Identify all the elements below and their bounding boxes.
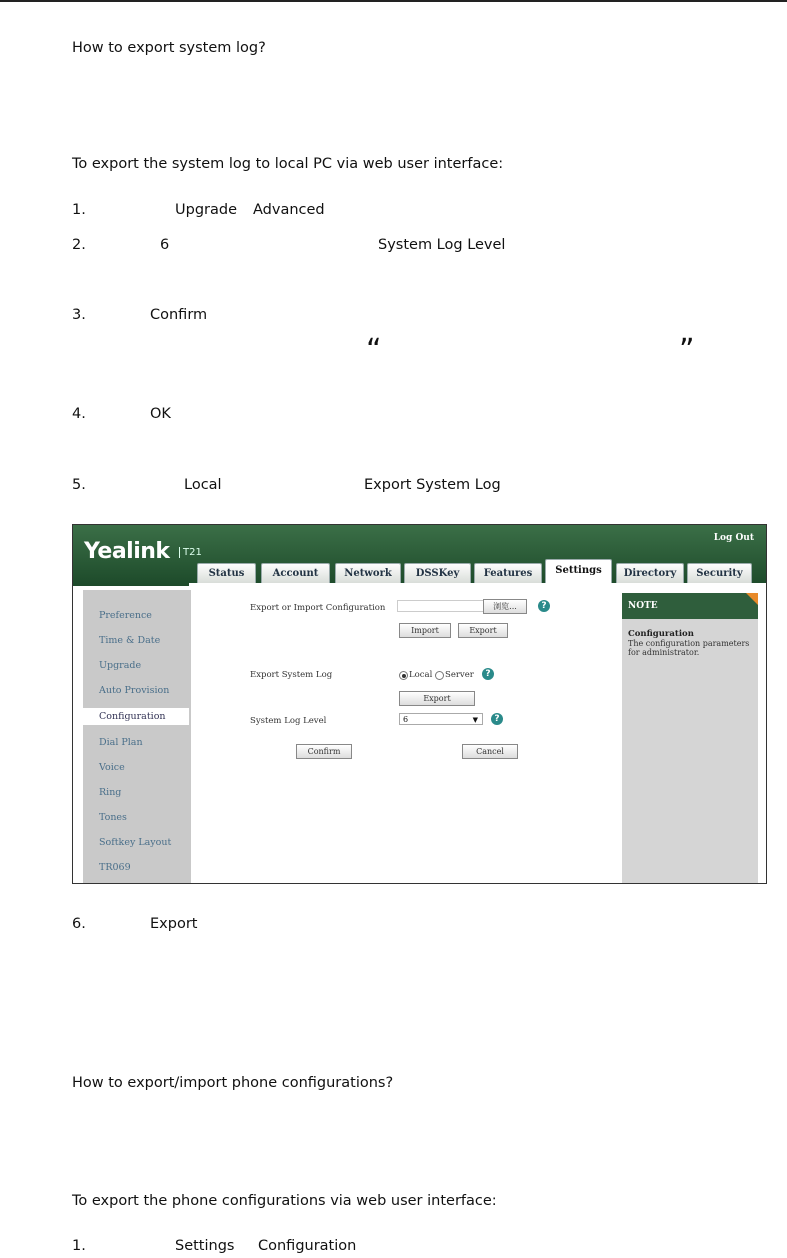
sidebar-item-ring[interactable]: Ring [99, 787, 122, 798]
step-6-export: Export [150, 916, 198, 932]
step-2-number: 2. [72, 237, 86, 253]
close-quote: ” [679, 333, 695, 368]
q2-step-1-number: 1. [72, 1238, 86, 1254]
web-ui-screenshot [72, 524, 767, 884]
step-2-system-log-level: System Log Level [378, 237, 506, 253]
q2-step-1-configuration: Configuration [258, 1238, 357, 1254]
page-top-rule [0, 0, 787, 2]
tab-dsskey[interactable]: DSSKey [404, 563, 471, 584]
system-log-level-label: System Log Level [250, 716, 327, 726]
step-6-number: 6. [72, 916, 86, 932]
export-log-button[interactable]: Export [399, 691, 475, 706]
confirm-button[interactable]: Confirm [296, 744, 352, 759]
export-import-label: Export or Import Configuration [250, 603, 386, 613]
radio-local-label: Local [409, 670, 433, 680]
help-icon[interactable]: ? [482, 668, 494, 680]
settings-sidebar [83, 590, 191, 883]
step-5-local: Local [184, 477, 222, 493]
log-level-value: 6 [403, 715, 409, 724]
model-label: T21 [179, 547, 202, 558]
help-icon[interactable]: ? [538, 600, 550, 612]
logout-link[interactable]: Log Out [713, 533, 754, 543]
step-3-number: 3. [72, 307, 86, 323]
question-2-intro: To export the phone configurations via web user interface: [72, 1193, 497, 1209]
sidebar-item-softkey-layout[interactable]: Softkey Layout [99, 837, 172, 848]
note-title: Configuration [628, 629, 694, 639]
question-2-title: How to export/import phone configurations? [72, 1075, 394, 1091]
sidebar-item-tr069[interactable]: TR069 [99, 862, 131, 873]
step-1-advanced: Advanced [253, 202, 325, 218]
step-4-ok: OK [150, 406, 171, 422]
tab-status[interactable]: Status [197, 563, 256, 584]
tab-account[interactable]: Account [261, 563, 330, 584]
tab-settings[interactable]: Settings [545, 559, 612, 585]
step-1-upgrade: Upgrade [175, 202, 237, 218]
sidebar-item-dial-plan[interactable]: Dial Plan [99, 737, 143, 748]
note-header: NOTE [622, 593, 758, 619]
q2-step-1-settings: Settings [175, 1238, 235, 1254]
cancel-button[interactable]: Cancel [462, 744, 518, 759]
note-corner-tab [746, 593, 758, 605]
help-icon[interactable]: ? [491, 713, 503, 725]
tab-network[interactable]: Network [335, 563, 401, 584]
radio-server-label: Server [445, 670, 474, 680]
note-panel [622, 593, 758, 883]
tab-directory[interactable]: Directory [616, 563, 684, 584]
step-2-level: 6 [160, 237, 170, 253]
yealink-logo: Yealink [84, 539, 170, 564]
browse-button[interactable]: 浏览... [483, 599, 527, 614]
radio-server[interactable] [435, 671, 444, 680]
export-system-log-label: Export System Log [250, 670, 333, 680]
tab-underline [189, 583, 766, 586]
sidebar-item-tones[interactable]: Tones [99, 812, 127, 823]
step-3-confirm: Confirm [150, 307, 208, 323]
sidebar-item-voice[interactable]: Voice [99, 762, 125, 773]
question-1-title: How to export system log? [72, 40, 266, 56]
sidebar-item-upgrade[interactable]: Upgrade [99, 660, 142, 671]
step-5-export-system-log: Export System Log [364, 477, 501, 493]
sidebar-item-preference[interactable]: Preference [99, 610, 152, 621]
step-4-number: 4. [72, 406, 86, 422]
log-level-select[interactable] [399, 713, 483, 725]
sidebar-item-configuration[interactable]: Configuration [81, 708, 189, 725]
radio-local[interactable] [399, 671, 408, 680]
step-5-number: 5. [72, 477, 86, 493]
tab-features[interactable]: Features [474, 563, 542, 584]
open-quote: “ [366, 333, 382, 368]
question-1-intro: To export the system log to local PC via web user interface: [72, 156, 504, 172]
sidebar-item-time-date[interactable]: Time & Date [99, 635, 161, 646]
import-button[interactable]: Import [399, 623, 451, 638]
chevron-down-icon: ▼ [472, 716, 478, 724]
note-text: The configuration parameters for administrator. [628, 639, 750, 657]
export-config-button[interactable]: Export [458, 623, 508, 638]
step-1-number: 1. [72, 202, 86, 218]
sidebar-item-auto-provision[interactable]: Auto Provision [99, 685, 170, 696]
tab-security[interactable]: Security [687, 563, 752, 584]
